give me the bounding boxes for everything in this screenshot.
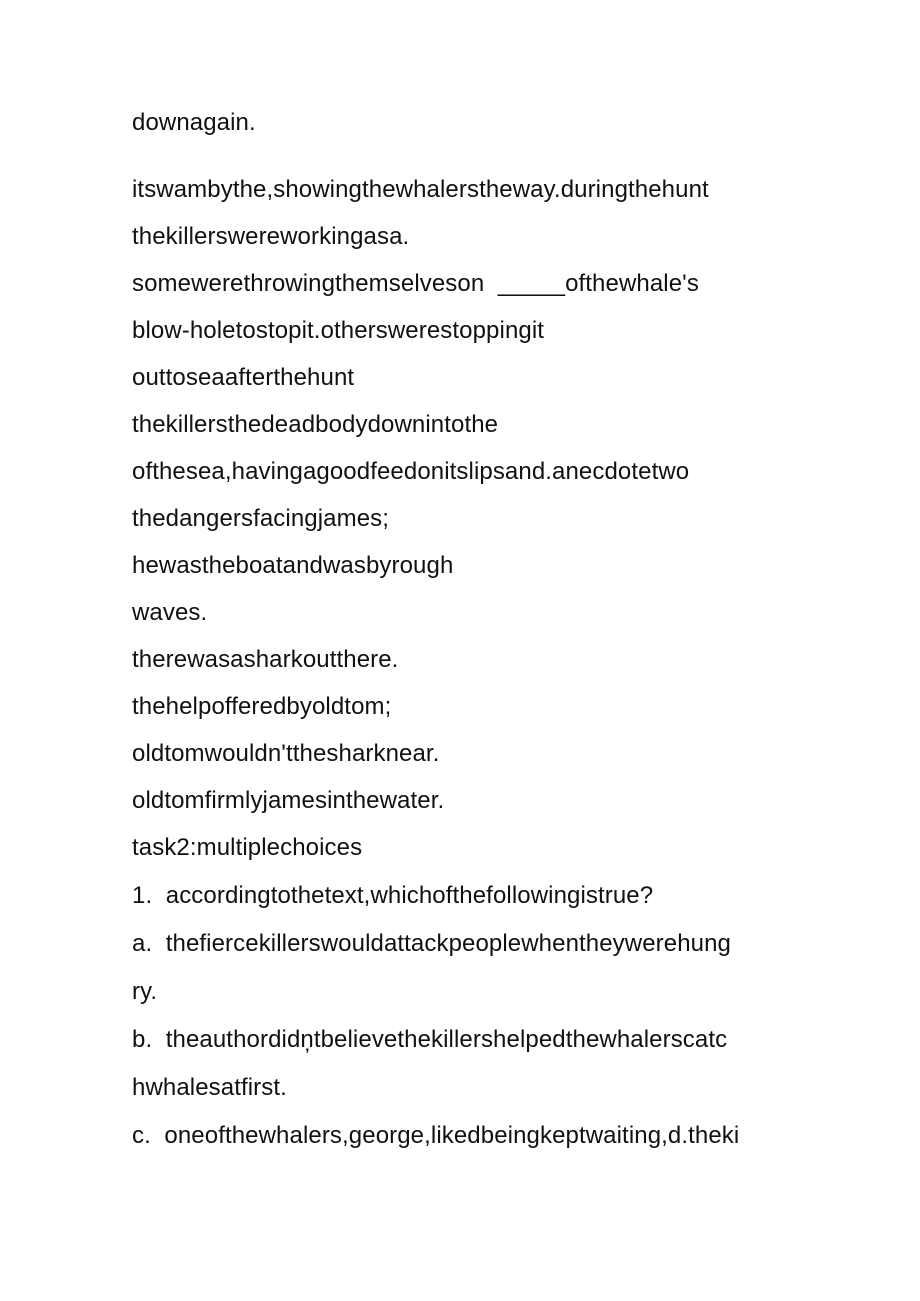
text-line: oldtomfirmlyjamesinthewater.: [132, 787, 445, 814]
option-a-continued: ry.: [132, 978, 158, 1005]
text-line: oldtomwouldn'tthesharknear.: [132, 740, 440, 767]
text-line: downagain.: [132, 109, 256, 136]
option-b: b. theauthordidn̦tbelievethekillershelpedthewhalerscatc: [132, 1026, 728, 1053]
text-line: hewastheboatandwasbyrough: [132, 552, 454, 579]
option-b-continued: hwhalesatfirst.: [132, 1074, 287, 1101]
option-a: a. thefiercekillerswouldattackpeoplewhentheywerehung: [132, 930, 731, 957]
question-stem: 1. accordingtothetext,whichofthefollowingistrue?: [132, 882, 654, 909]
text-line: thekillerswereworkingasa.: [132, 223, 410, 250]
text-line: blow-holetostopit.otherswerestoppingit: [132, 317, 545, 344]
text-line: therewasasharkoutthere.: [132, 646, 399, 673]
option-c: c. oneofthewhalers,george,likedbeingkeptwaiting,d.theki: [132, 1122, 740, 1149]
text-line: thedangersfacingjames;: [132, 505, 390, 532]
text-line: outtoseaafterthehunt: [132, 364, 355, 391]
section-heading: task2:multiplechoices: [132, 834, 363, 861]
text-line: waves.: [132, 599, 208, 626]
text-line: thehelpofferedbyoldtom;: [132, 693, 392, 720]
text-line: thekillersthedeadbodydownintothe: [132, 411, 499, 438]
text-line: ofthesea,havingagoodfeedonitslipsand.anecdotetwo: [132, 458, 690, 485]
text-line: somewerethrowingthemselveson _____ofthewhale's: [132, 270, 699, 297]
text-line: itswambythe,showingthewhalerstheway.duringthehunt: [132, 176, 709, 203]
